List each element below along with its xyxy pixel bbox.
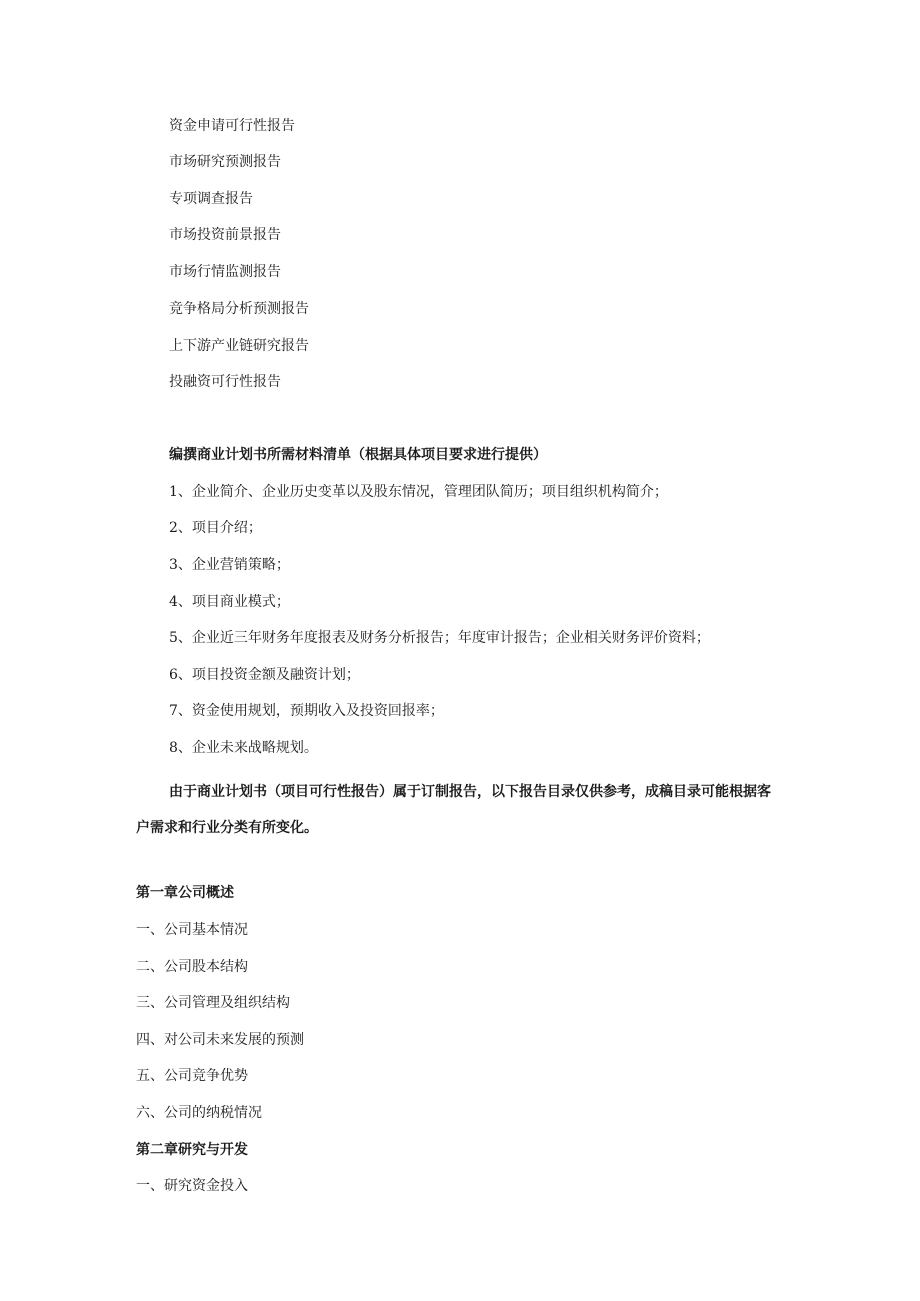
materials-item: 7、资金使用规划，预期收入及投资回报率； <box>169 703 444 719</box>
toc-item: 二、公司股本结构 <box>136 959 248 975</box>
disclaimer-paragraph: 由于商业计划书（项目可行性报告）属于订制报告，以下报告目录仅供参考，成稿目录可能根据客户需求和行业分类有所变化。 <box>136 784 771 836</box>
report-type-item: 投融资可行性报告 <box>169 374 281 390</box>
report-type-item: 资金申请可行性报告 <box>169 118 295 134</box>
materials-item: 3、企业营销策略； <box>169 557 290 573</box>
chapter-title: 第二章研究与开发 <box>136 1142 248 1158</box>
materials-item: 1、企业简介、企业历史变革以及股东情况，管理团队简历；项目组织机构简介； <box>169 484 668 500</box>
toc-item: 五、公司竞争优势 <box>136 1068 248 1084</box>
materials-item: 6、项目投资金额及融资计划； <box>169 667 360 683</box>
toc-item: 一、研究资金投入 <box>136 1178 248 1194</box>
toc-item: 六、公司的纳税情况 <box>136 1105 262 1121</box>
report-type-item: 上下游产业链研究报告 <box>169 338 309 354</box>
report-type-item: 专项调查报告 <box>169 191 253 207</box>
materials-item: 4、项目商业模式； <box>169 594 290 610</box>
report-type-item: 竞争格局分析预测报告 <box>169 301 309 317</box>
materials-item: 2、项目介绍； <box>169 520 262 536</box>
materials-item: 8、企业未来战略规划。 <box>169 740 318 756</box>
report-type-item: 市场投资前景报告 <box>169 227 281 243</box>
toc-item: 四、对公司未来发展的预测 <box>136 1032 304 1048</box>
materials-item: 5、企业近三年财务年度报表及财务分析报告；年度审计报告；企业相关财务评价资料； <box>169 630 710 646</box>
report-type-item: 市场研究预测报告 <box>169 154 281 170</box>
toc-item: 三、公司管理及组织结构 <box>136 995 290 1011</box>
chapter-title: 第一章公司概述 <box>136 885 234 901</box>
report-type-item: 市场行情监测报告 <box>169 264 281 280</box>
materials-heading: 编撰商业计划书所需材料清单（根据具体项目要求进行提供） <box>169 447 547 463</box>
toc-item: 一、公司基本情况 <box>136 922 248 938</box>
